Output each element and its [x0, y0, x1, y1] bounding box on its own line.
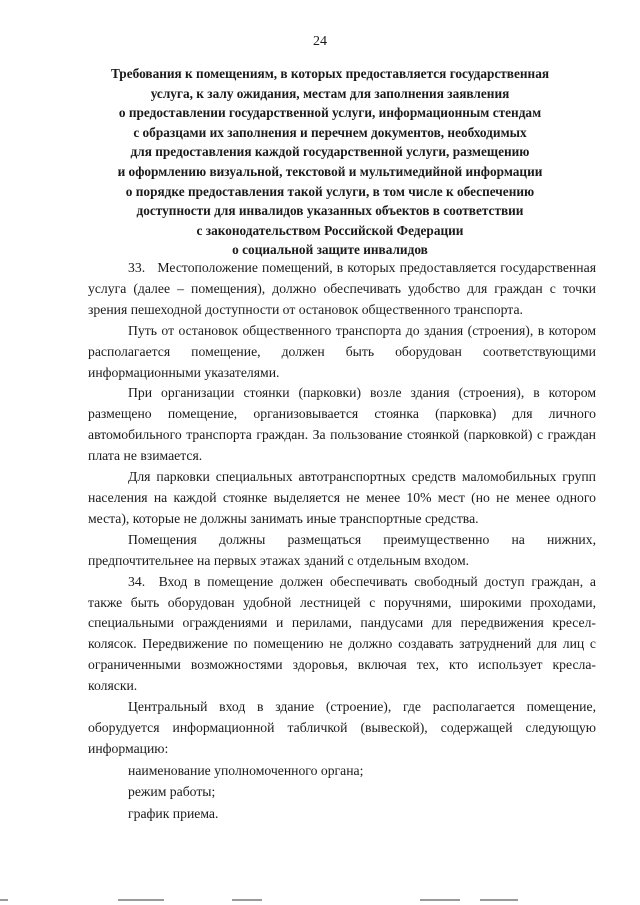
- paragraph: При организации стоянки (парковки) возле здания (строения), в котором размещено помещение, организовывается стоянка (парковка) для личного автомобильного транспорта граждан. За пользование стоянкой (парковкой) с граждан плата не взимается.: [88, 385, 596, 464]
- heading-line: с законодательством Российской Федерации: [196, 222, 464, 238]
- section-heading: [60, 64, 600, 260]
- heading-line: услуга, к залу ожидания, местам для заполнения заявления: [150, 85, 510, 101]
- list-item: режим работы;: [128, 784, 216, 800]
- heading-line: для предоставления каждой государственной услуги, размещению: [130, 144, 530, 160]
- scan-mark: [118, 899, 164, 901]
- heading-line: и оформлению визуальной, текстовой и мультимедийной информации: [117, 163, 543, 179]
- scan-mark: [420, 899, 460, 901]
- list-item: график приема.: [128, 805, 219, 821]
- paragraph: Путь от остановок общественного транспорта до здания (строения), в котором располагается помещение, должен быть оборудован соответствующими информационными указателями.: [88, 322, 596, 380]
- paragraph: Центральный вход в здание (строение), где располагается помещение, оборудуется информационной табличкой (вывеской), содержащей следующую информацию:: [88, 699, 596, 756]
- heading-line: с образцами их заполнения и перечнем документов, необходимых: [133, 124, 527, 140]
- scan-mark: [480, 899, 518, 901]
- document-body: [88, 258, 596, 824]
- scan-artifacts: [0, 893, 640, 905]
- heading-line: Требования к помещениям, в которых предоставляется государственная: [110, 66, 550, 81]
- paragraph: Помещения должны размещаться преимущественно на нижних, предпочтительнее на первых этажах зданий с отдельным входом.: [88, 531, 596, 568]
- heading-line: о порядке предоставления такой услуги, в том числе к обеспечению: [125, 183, 535, 199]
- paragraph-34: 34. Вход в помещение должен обеспечивать свободный доступ граждан, а также быть оборудован удобной лестницей с поручнями, широкими проходами, специальными ограждениями и перилами, пандусами для передвижения кресел-колясок. Передвижение по помещению не должно создавать затруднений для лиц с ограниченными возможностями здоровья, включая тех, кто использует кресла-коляски.: [88, 573, 596, 694]
- paragraph: Для парковки специальных автотранспортных средств маломобильных групп населения на каждой стоянке выделяется не менее 10% мест (но не менее одного места), которые не должны занимать иные транспортные средства.: [88, 469, 596, 526]
- scan-mark: [0, 899, 8, 901]
- heading-line: доступности для инвалидов указанных объектов в соответствии: [136, 203, 524, 219]
- list-item: наименование уполномоченного органа;: [128, 762, 364, 778]
- heading-line: о предоставлении государственной услуги, информационным стендам: [118, 105, 542, 121]
- scan-mark: [232, 899, 262, 901]
- paragraph-33: 33. Местоположение помещений, в которых предоставляется государственная услуга (далее – помещения), должно обеспечивать удобство для граждан с точки зрения пешеходной доступности от остановок общественного транспорта.: [88, 260, 596, 317]
- heading-line: о социальной защите инвалидов: [232, 242, 428, 258]
- page-number: 24: [313, 34, 327, 49]
